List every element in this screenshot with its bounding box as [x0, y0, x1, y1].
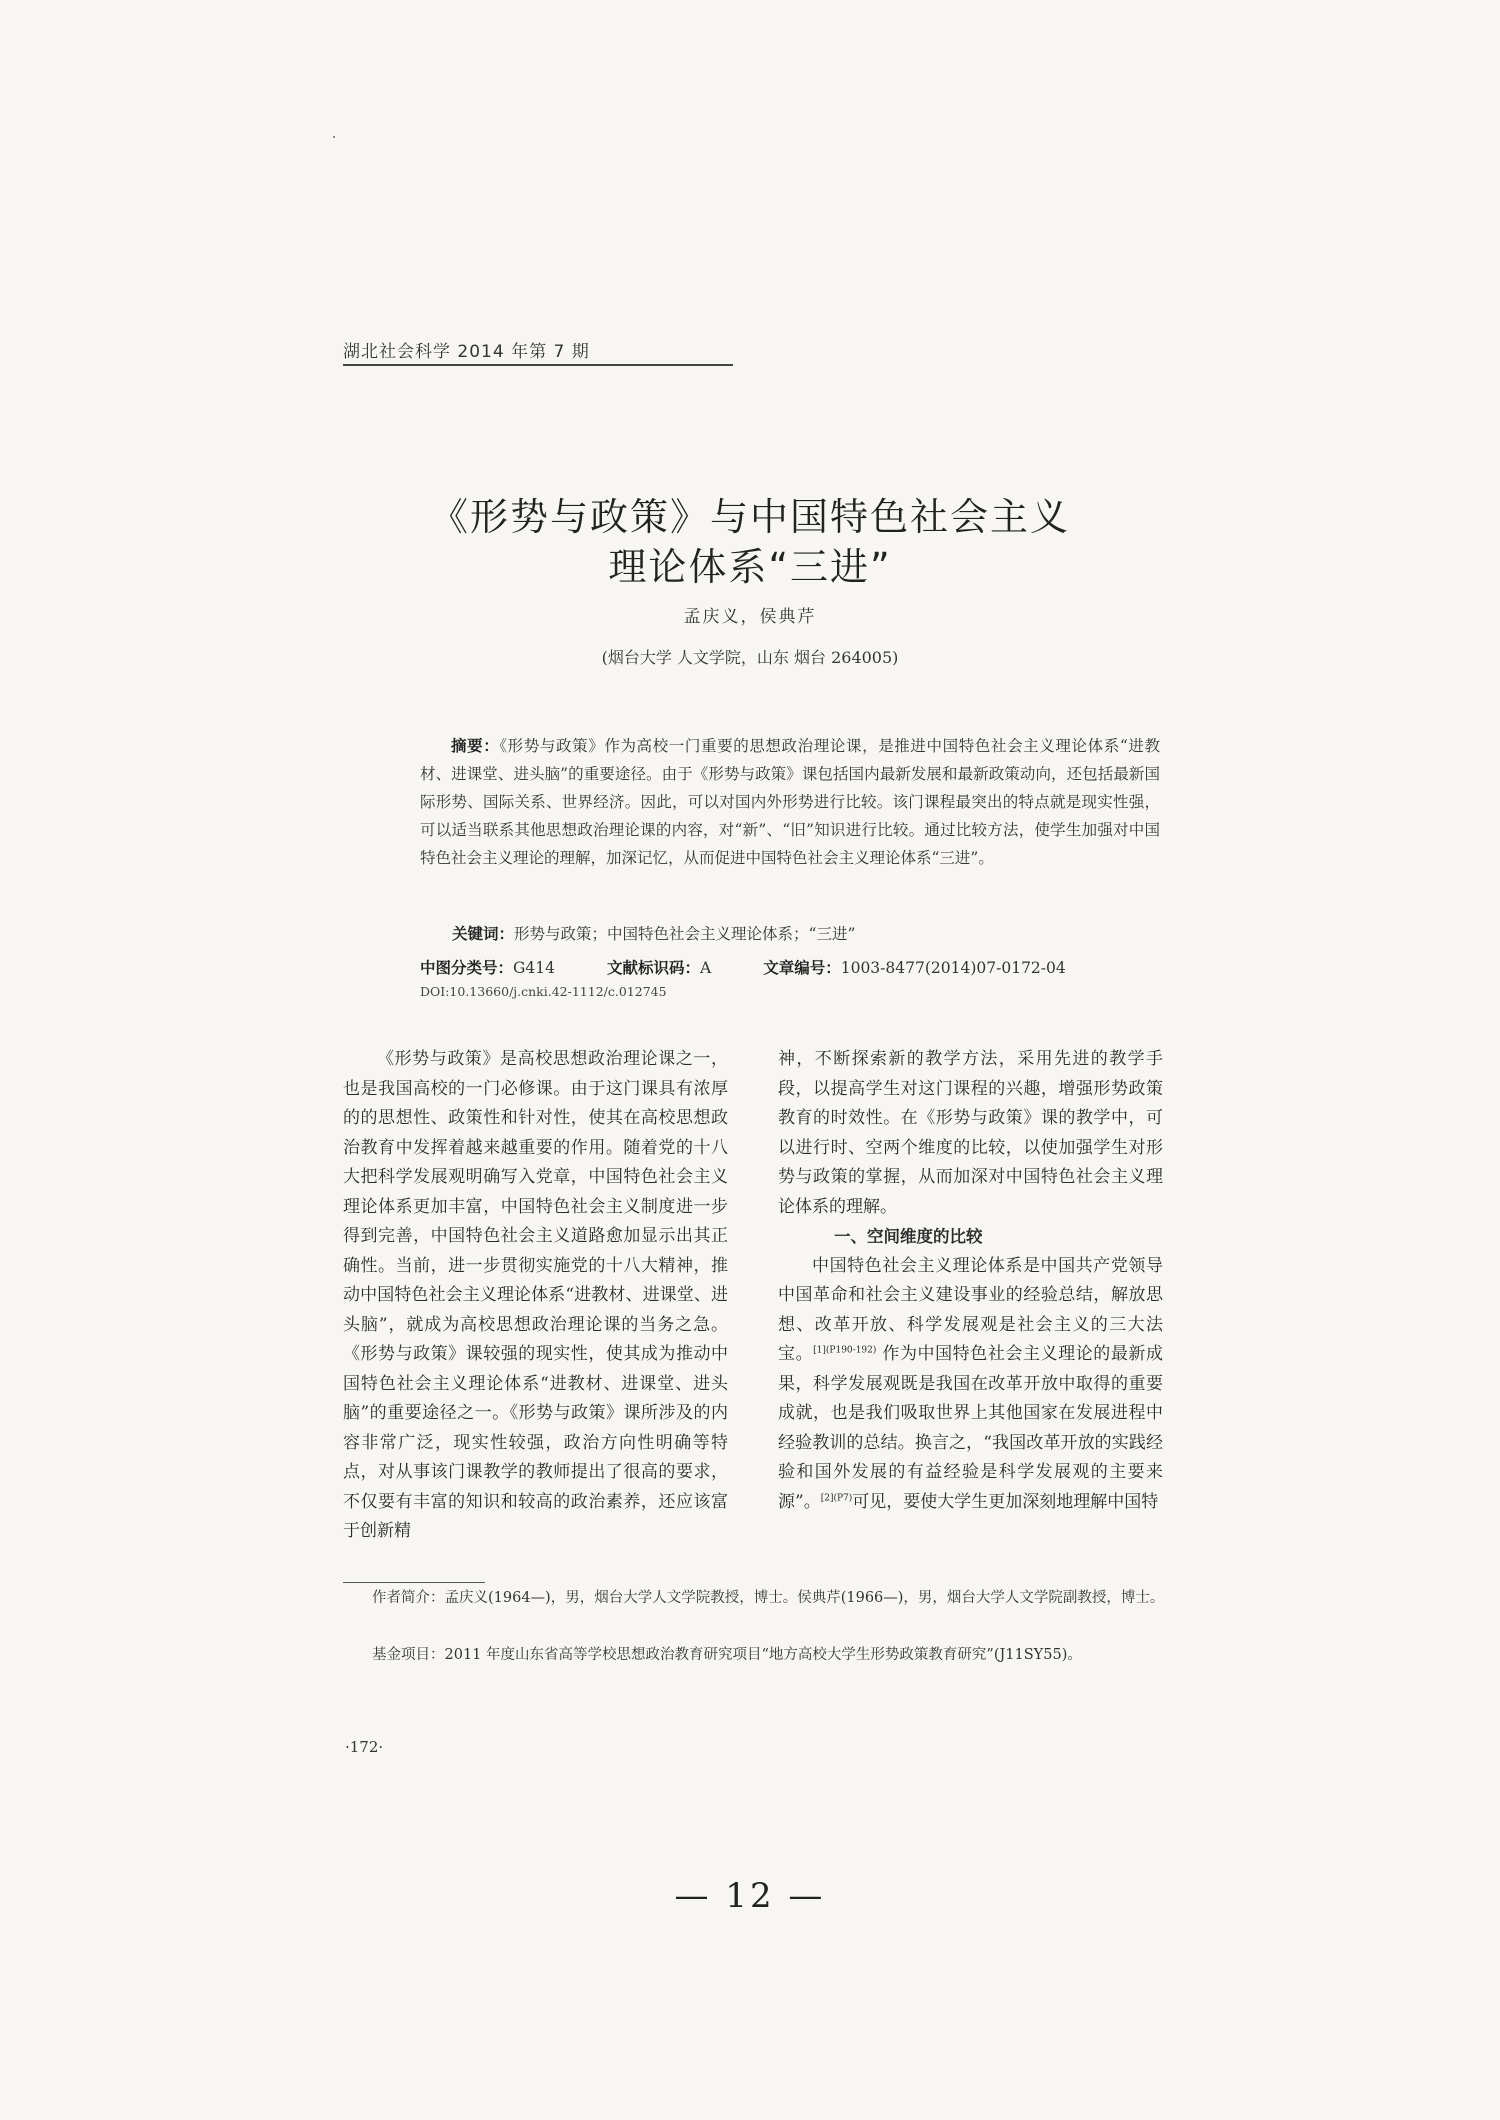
body-text: 中国特色社会主义理论体系是中国共产党领导中国革命和社会主义建设事业的经验总结，解放思想、改革开放、科学发展观是社会主义的三大法宝。: [778, 1255, 1163, 1364]
article-number: [763, 956, 1066, 978]
section-heading: 一、空间维度的比较: [834, 1227, 983, 1246]
journal-header: 湖北社会科学 2014 年第 7 期: [343, 342, 590, 362]
clc-label: 中图分类号：: [420, 959, 514, 977]
doi: DOI:10.13660/j.cnki.42-1112/c.012745: [420, 984, 667, 999]
footnote-author-info: 作者简介：孟庆义(1964—)，男，烟台大学人文学院教授，博士。侯典芹(1966—)，男，烟台大学人文学院副教授，博士。: [372, 1590, 1165, 1606]
keywords-text: 形势与政策；中国特色社会主义理论体系；“三进”: [514, 925, 856, 943]
document-code: [607, 956, 711, 978]
affiliation: (烟台大学 人文学院，山东 烟台 264005): [601, 648, 899, 667]
citation: [2](P7): [820, 1492, 853, 1503]
body-column-left: [343, 1045, 728, 1547]
body-text: 可见，要使大学生更加深刻地理解中国特: [852, 1491, 1159, 1512]
body-paragraph: 《形势与政策》是高校思想政治理论课之一，也是我国高校的一门必修课。由于这门课具有浓厚的的思想性、政策性和针对性，使其在高校思想政治教育中发挥着越来越重要的作用。随着党的十八大把科学发展观明确写入党章，中国特色社会主义理论体系更加丰富，中国特色社会主义制度进一步得到完善，中国特色社会主义道路愈加显示出其正确性。当前，进一步贯彻实施党的十八大精神，推动中国特色社会主义理论体系“进教材、进课堂、进头脑”，就成为高校思想政治理论课的当务之急。《形势与政策》课较强的现实性，使其成为推动中国特色社会主义理论体系“进教材、进课堂、进头脑”的重要途径之一。《形势与政策》课所涉及的内容非常广泛，现实性较强，政治方向性明确等特点，对从事该门课教学的教师提出了很高的要求，不仅要有丰富的知识和较高的政治素养，还应该富于创新精: [343, 1049, 728, 1541]
footnote-funding: 基金项目：2011 年度山东省高等学校思想政治教育研究项目“地方高校大学生形势政策教育研究”(J11SY55)。: [372, 1647, 1082, 1663]
keywords-label: 关键词：: [452, 925, 515, 943]
page-number: ·172·: [345, 1738, 384, 1756]
clc-value: G414: [513, 959, 555, 977]
abstract-label: 摘要：: [451, 737, 500, 755]
header-rule: [343, 364, 733, 366]
scan-speck: [333, 136, 335, 138]
footnote-rule: [343, 1582, 485, 1583]
scan-page-number: — 12 —: [674, 1876, 826, 1916]
art-label: 文章编号：: [763, 959, 841, 977]
body-paragraph: 神，不断探索新的教学方法，采用先进的教学手段，以提高学生对这门课程的兴趣，增强形势政策教育的时效性。在《形势与政策》课的教学中，可以进行时、空两个维度的比较，以使加强学生对形势与政策的掌握，从而加深对中国特色社会主义理论体系的理解。: [778, 1049, 1163, 1217]
art-value: 1003-8477(2014)07-0172-04: [840, 959, 1066, 977]
doc-value: A: [700, 959, 712, 977]
abstract: [420, 732, 1160, 872]
clc-number: [420, 956, 555, 978]
citation: [1](P190-192): [813, 1345, 877, 1356]
title-line-2: 理论体系“三进”: [608, 545, 892, 589]
title-line-1: 《形势与政策》与中国特色社会主义: [429, 495, 1070, 539]
body-paragraph: [778, 1252, 1163, 1518]
keywords: [452, 922, 1172, 944]
body-column-right: [778, 1045, 1163, 1517]
body-text: 作为中国特色社会主义理论的最新成果，科学发展观既是我国在改革开放中取得的重要成就，也是我们吸取世界上其他国家在发展进程中经验教训的总结。换言之，“我国改革开放的实践经验和国外发展的有益经验是科学发展观的主要来源”。: [778, 1344, 1164, 1512]
classification-meta: [420, 956, 1180, 978]
abstract-text: 《形势与政策》作为高校一门重要的思想政治理论课，是推进中国特色社会主义理论体系“进教材、进课堂、进头脑”的重要途径。由于《形势与政策》课包括国内最新发展和最新政策动向，还包括最新国际形势、国际关系、世界经济。因此，可以对国内外形势进行比较。该门课程最突出的特点就是现实性强，可以适当联系其他思想政治理论课的内容，对“新”、“旧”知识进行比较。通过比较方法，使学生加强对中国特色社会主义理论的理解，加深记忆，从而促进中国特色社会主义理论体系“三进”。: [420, 737, 1160, 867]
authors: 孟庆义，侯典芹: [683, 607, 817, 627]
doc-label: 文献标识码：: [606, 959, 700, 977]
